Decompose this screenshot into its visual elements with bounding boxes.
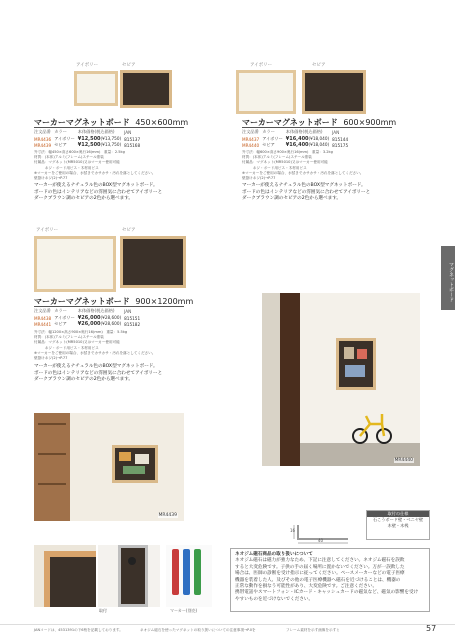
description-600: マーカーが使えるナチュラル色のBOX型マグネットボード。 ボードの色はインテリアなどの雰囲気に合わせてアイボリーと ダークブラウン調のセピアの2色から選べます。	[242, 183, 371, 202]
marker-green	[194, 549, 201, 595]
header-code: 注文品番	[34, 129, 51, 134]
kids-bike	[352, 408, 392, 444]
dim-v: 16	[290, 528, 296, 533]
neodymium-notice: ネオジム磁石商品の取り扱いについて ネオジム磁石は磁力が強力なため、下記に注意してください。ネオジム磁石を誤飲 すると大変危険です。子供の手の届く場所に置かないでください。万が一誤飲した 場合は、医師の診断を受け指示に従ってください。ペースメーカーなどの電子医療 機器を装着した人、及びその他の電子医療機器へ磁石を近づけることは、機器の 正常な動作を損なう可能性があり、大変危険です。ご注意ください。 携帯電話やスマートフォン・ICカード・キャッシュカードの磁気など、磁気の影響を受け やすいものを近づけないでください。	[230, 548, 430, 612]
header-jan: JAN	[124, 129, 132, 135]
spec-table-900	[34, 308, 143, 327]
marker-blue	[183, 549, 190, 595]
sepia-board-image	[120, 70, 172, 108]
header-color: カラー	[262, 129, 275, 134]
description-900: マーカーが使えるナチュラル色のBOX型マグネットボード。 ボードの色はインテリアなどの雰囲気に合わせてアイボリーと ダークブラウン調のセピアの2色から選べます。	[34, 364, 163, 383]
pinned-card	[119, 452, 131, 461]
ivory-label: アイボリー	[76, 63, 99, 68]
marker-red	[172, 549, 179, 595]
frame-corner-photo	[34, 545, 96, 607]
sepia-label: セピア	[312, 63, 326, 68]
ivory-board-image	[34, 236, 116, 292]
title-underline	[242, 127, 392, 128]
spec-notes-900: 外寸法：幅1200×高さ900×奥行16(mm) 重量：5.5kg 材質：(本体)アルミ(フレーム)スチール塗装 付属品：マグネット(MR5010)又はマーカー使用可能 ネジ・ボード用ビス・木材用ビス ※マーカーをご使用の場合、水拭きでカサカサ・汚れを落としてください。 壁掛けネジ(2)→P.77	[34, 330, 156, 361]
description-450: マーカーが使えるナチュラル色のBOX型マグネットボード。 ボードの色はインテリアなどの雰囲気に合わせてアイボリーと ダークブラウン調のセピアの2色から選べます。	[34, 183, 163, 202]
title-underline	[34, 127, 184, 128]
sepia-label: セピア	[122, 228, 136, 233]
footer-left: JANコードは、4531391の下6桁を記載しております。	[34, 628, 123, 632]
ivory-board-image	[236, 70, 296, 114]
markers-caption: マーカー(別売)	[170, 608, 198, 613]
side-tab: マグネットボード	[441, 246, 455, 310]
sepia-board-image	[302, 70, 366, 114]
ivory-label: アイボリー	[250, 63, 273, 68]
header-color: カラー	[54, 308, 67, 313]
ivory-label: アイボリー	[36, 228, 59, 233]
spec-table-600	[242, 129, 351, 148]
title-underline	[34, 306, 184, 307]
spec-notes-600: 外寸法：幅600×高さ900×奥行16(mm) 重量：3.2kg 材質：(本体)アルミ(フレーム)スチール塗装 付属品：マグネット(MR5010)又はマーカー使用可能 ネジ・ボード用ビス・木材用ビス ※マーカーをご使用の場合、水拭きでカサカサ・汚れを落としてください。 壁掛けネジ(2)→P.77	[242, 150, 364, 181]
header-price: 本体価格(税込価格)	[285, 129, 323, 134]
product-title-600: マーカーマグネットボード 600×900mm	[242, 118, 397, 127]
room-photo-entry	[262, 293, 420, 466]
header-color: カラー	[54, 129, 67, 134]
spec-table-450	[34, 129, 143, 148]
footer-right: フレーム素材を示す画像を示すと	[286, 628, 340, 632]
room-photo-kitchen	[34, 413, 184, 521]
frame-profile-diagram	[290, 521, 350, 545]
photo-tag-right: MR4440	[394, 458, 413, 463]
footer-mid: ネオジム磁石を使ったマグネットの取り扱いについての注意事項→P.0を	[140, 628, 256, 632]
spec-notes-450: 外寸法：幅450×高さ600×奥行16(mm) 重量：2.5kg 材質：(本体)アルミ(フレーム)スチール塗装 付属品：マグネット(MR5010)又はマーカー使用可能 ネジ・ボード用ビス・木材用ビス ※マーカーをご使用の場合、水拭きでカサカサ・汚れを落としてください。 壁掛けネジ(2)→P.77	[34, 150, 156, 181]
table-row: MR4440 セピア ¥16,400(¥18,040) 815175	[242, 142, 349, 148]
product-title-450: マーカーマグネットボード 450×600mm	[34, 118, 189, 127]
table-row: MR4438 アイボリー ¥26,000(¥28,600) 815151	[34, 315, 141, 321]
table-row: MR4436 アイボリー ¥12,500(¥13,750) 815137	[34, 136, 141, 142]
wood-shelf	[34, 413, 70, 521]
page-number: 57	[426, 624, 437, 633]
header-price: 本体価格(税込価格)	[77, 129, 115, 134]
sepia-label: セピア	[122, 63, 136, 68]
pinned-card	[123, 466, 145, 474]
wall-left	[262, 293, 280, 466]
pinned-card	[135, 454, 149, 464]
board-on-wall	[336, 338, 376, 390]
dim-h: 40	[318, 538, 324, 543]
mount-photo	[98, 545, 160, 607]
table-row: MR4439 セピア ¥12,500(¥13,750) 815168	[34, 142, 141, 148]
mount-spec-box: 取付の仕様 石こうボード壁・ベニヤ壁 木壁・木桟	[366, 510, 430, 540]
ivory-board-image	[74, 71, 118, 106]
header-jan: JAN	[332, 129, 340, 135]
mount-caption: 取付	[99, 608, 107, 613]
board-on-wall	[112, 445, 158, 483]
footer-rule	[0, 624, 455, 625]
table-row: MR4441 セピア ¥26,000(¥28,600) 815182	[34, 321, 141, 327]
markers-photo	[166, 545, 212, 607]
table-row: MR4437 アイボリー ¥16,400(¥18,040) 815144	[242, 136, 349, 142]
pinned-card	[357, 349, 367, 359]
header-code: 注文品番	[242, 129, 259, 134]
sepia-board-image	[120, 236, 186, 288]
door	[280, 293, 300, 466]
pinned-photo	[344, 347, 354, 359]
header-jan: JAN	[124, 308, 132, 314]
product-title-900: マーカーマグネットボード 900×1200mm	[34, 297, 194, 306]
header-price: 本体価格(税込価格)	[77, 308, 115, 313]
pinned-card	[345, 365, 365, 377]
photo-tag-left: MR4439	[158, 513, 177, 518]
header-code: 注文品番	[34, 308, 51, 313]
